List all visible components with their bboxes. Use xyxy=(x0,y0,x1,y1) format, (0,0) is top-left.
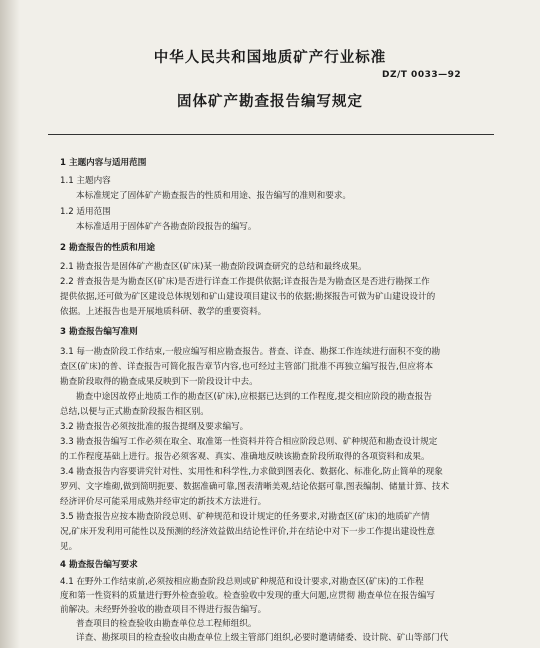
paragraph-line: 本标准规定了固体矿产勘查报告的性质和用途、报告编写的准则和要求。 xyxy=(76,191,352,201)
paragraph-line: 查区(矿床)的普、详查报告可简化报告章节内容,也可经过主管部门批准不再独立编写报告,但应将本 xyxy=(60,362,434,372)
paragraph-line: 见。 xyxy=(60,542,78,552)
paragraph-line: 况,矿床开发利用可能性以及预测的经济效益做出结论性评价,并在结论中对下一步工作提出建设性意 xyxy=(60,527,435,537)
paragraph-line: 3.1 每一勘查阶段工作结束,一般应编写相应勘查报告。普查、详查、勘探工作连续进行面积不变的勘 xyxy=(60,347,441,357)
paragraph-line: 本标准适用于固体矿产各勘查阶段报告的编写。 xyxy=(76,222,257,232)
paragraph-line: 度和第一性资料的质量进行野外检查验收。检查验收中发现的重大问题,应贯彻 勘查单位在报告编写 xyxy=(60,591,435,601)
paragraph-line: 3.2 勘查报告必须按批准的报告提纲及要求编写。 xyxy=(60,422,249,432)
header-divider xyxy=(48,134,494,135)
paragraph-line: 提供依据,还可做为矿区建设总体规划和矿山建设项目建议书的依据;勘探报告可做为矿山建设设计的 xyxy=(60,292,436,302)
paragraph-line: 罗列、文字堆砌,做到简明扼要、数据准确可靠,图表清晰美观,结论依据可靠,图表编制、储量计算、技术 xyxy=(60,482,450,492)
section-heading: 2 勘查报告的性质和用途 xyxy=(60,243,155,253)
paragraph-line: 普查项目的检查验收由勘查单位总工程师组织。 xyxy=(76,619,257,629)
paragraph-line: 总结,以便与正式勘查阶段报告相区别。 xyxy=(60,407,209,417)
standard-category-title: 中华人民共和国地质矿产行业标准 xyxy=(153,50,387,66)
paragraph-line: 前解决。未经野外验收的勘查项目不得进行报告编写。 xyxy=(60,605,267,615)
paragraph-line: 依据。上述报告也是开展地质科研、教学的重要资料。 xyxy=(60,307,267,317)
document-title: 固体矿产勘查报告编写规定 xyxy=(177,94,363,110)
paragraph-line: 详查、勘探项目的检查验收由勘查单位上级主管部门组织,必要时邀请储委、设计院、矿山等部门代 xyxy=(76,633,449,643)
section-heading: 3 勘查报告编写准则 xyxy=(60,327,138,337)
paragraph-line: 2.1 勘查报告是固体矿产勘查区(矿床)某一勘查阶段调查研究的总结和最终成果。 xyxy=(60,262,367,272)
paragraph-line: 3.3 勘查报告编写工作必须在取全、取准第一性资料并符合相应阶段总则、矿种规范和勘查设计规定 xyxy=(60,437,438,447)
paragraph-line: 2.2 普查报告是为勘查区(矿床)是否进行详查工作提供依据;详查报告是为勘查区是否进行勘探工作 xyxy=(60,277,430,287)
paragraph-line: 勘查阶段取得的勘查成果反映到下一阶段设计中去。 xyxy=(60,377,258,387)
paragraph-line: 3.4 勘查报告内容要讲究针对性、实用性和科学性,力求做到图表化、数据化、标准化,防止简单的现象 xyxy=(60,467,443,477)
paragraph-line: 3.5 勘查报告应按本勘查阶段总则、矿种规范和设计规定的任务要求,对勘查区(矿床)的地质矿产情 xyxy=(60,512,430,522)
paragraph-line: 经济评价尽可能采用成熟并经审定的新技术方法进行。 xyxy=(60,497,267,507)
section-heading: 4 勘查报告编写要求 xyxy=(60,560,138,570)
subsection-heading: 1.1 主题内容 xyxy=(60,176,111,186)
standard-code: DZ/T 0033—92 xyxy=(382,70,462,80)
paragraph-line: 4.1 在野外工作结束前,必须按相应勘查阶段总则或矿种规范和设计要求,对勘查区(矿床)的工作程 xyxy=(60,577,424,587)
section-heading: 1 主题内容与适用范围 xyxy=(60,158,147,168)
paragraph-line: 的工作程度基础上进行。报告必须客观、真实、准确地反映该勘查阶段所取得的各项资料和成果。 xyxy=(60,452,430,462)
paragraph-line: 勘查中途因故停止地质工作的勘查区(矿床),应根据已达到的工作程度,提交相应阶段的勘查报告 xyxy=(76,392,432,402)
subsection-heading: 1.2 适用范围 xyxy=(60,207,111,217)
